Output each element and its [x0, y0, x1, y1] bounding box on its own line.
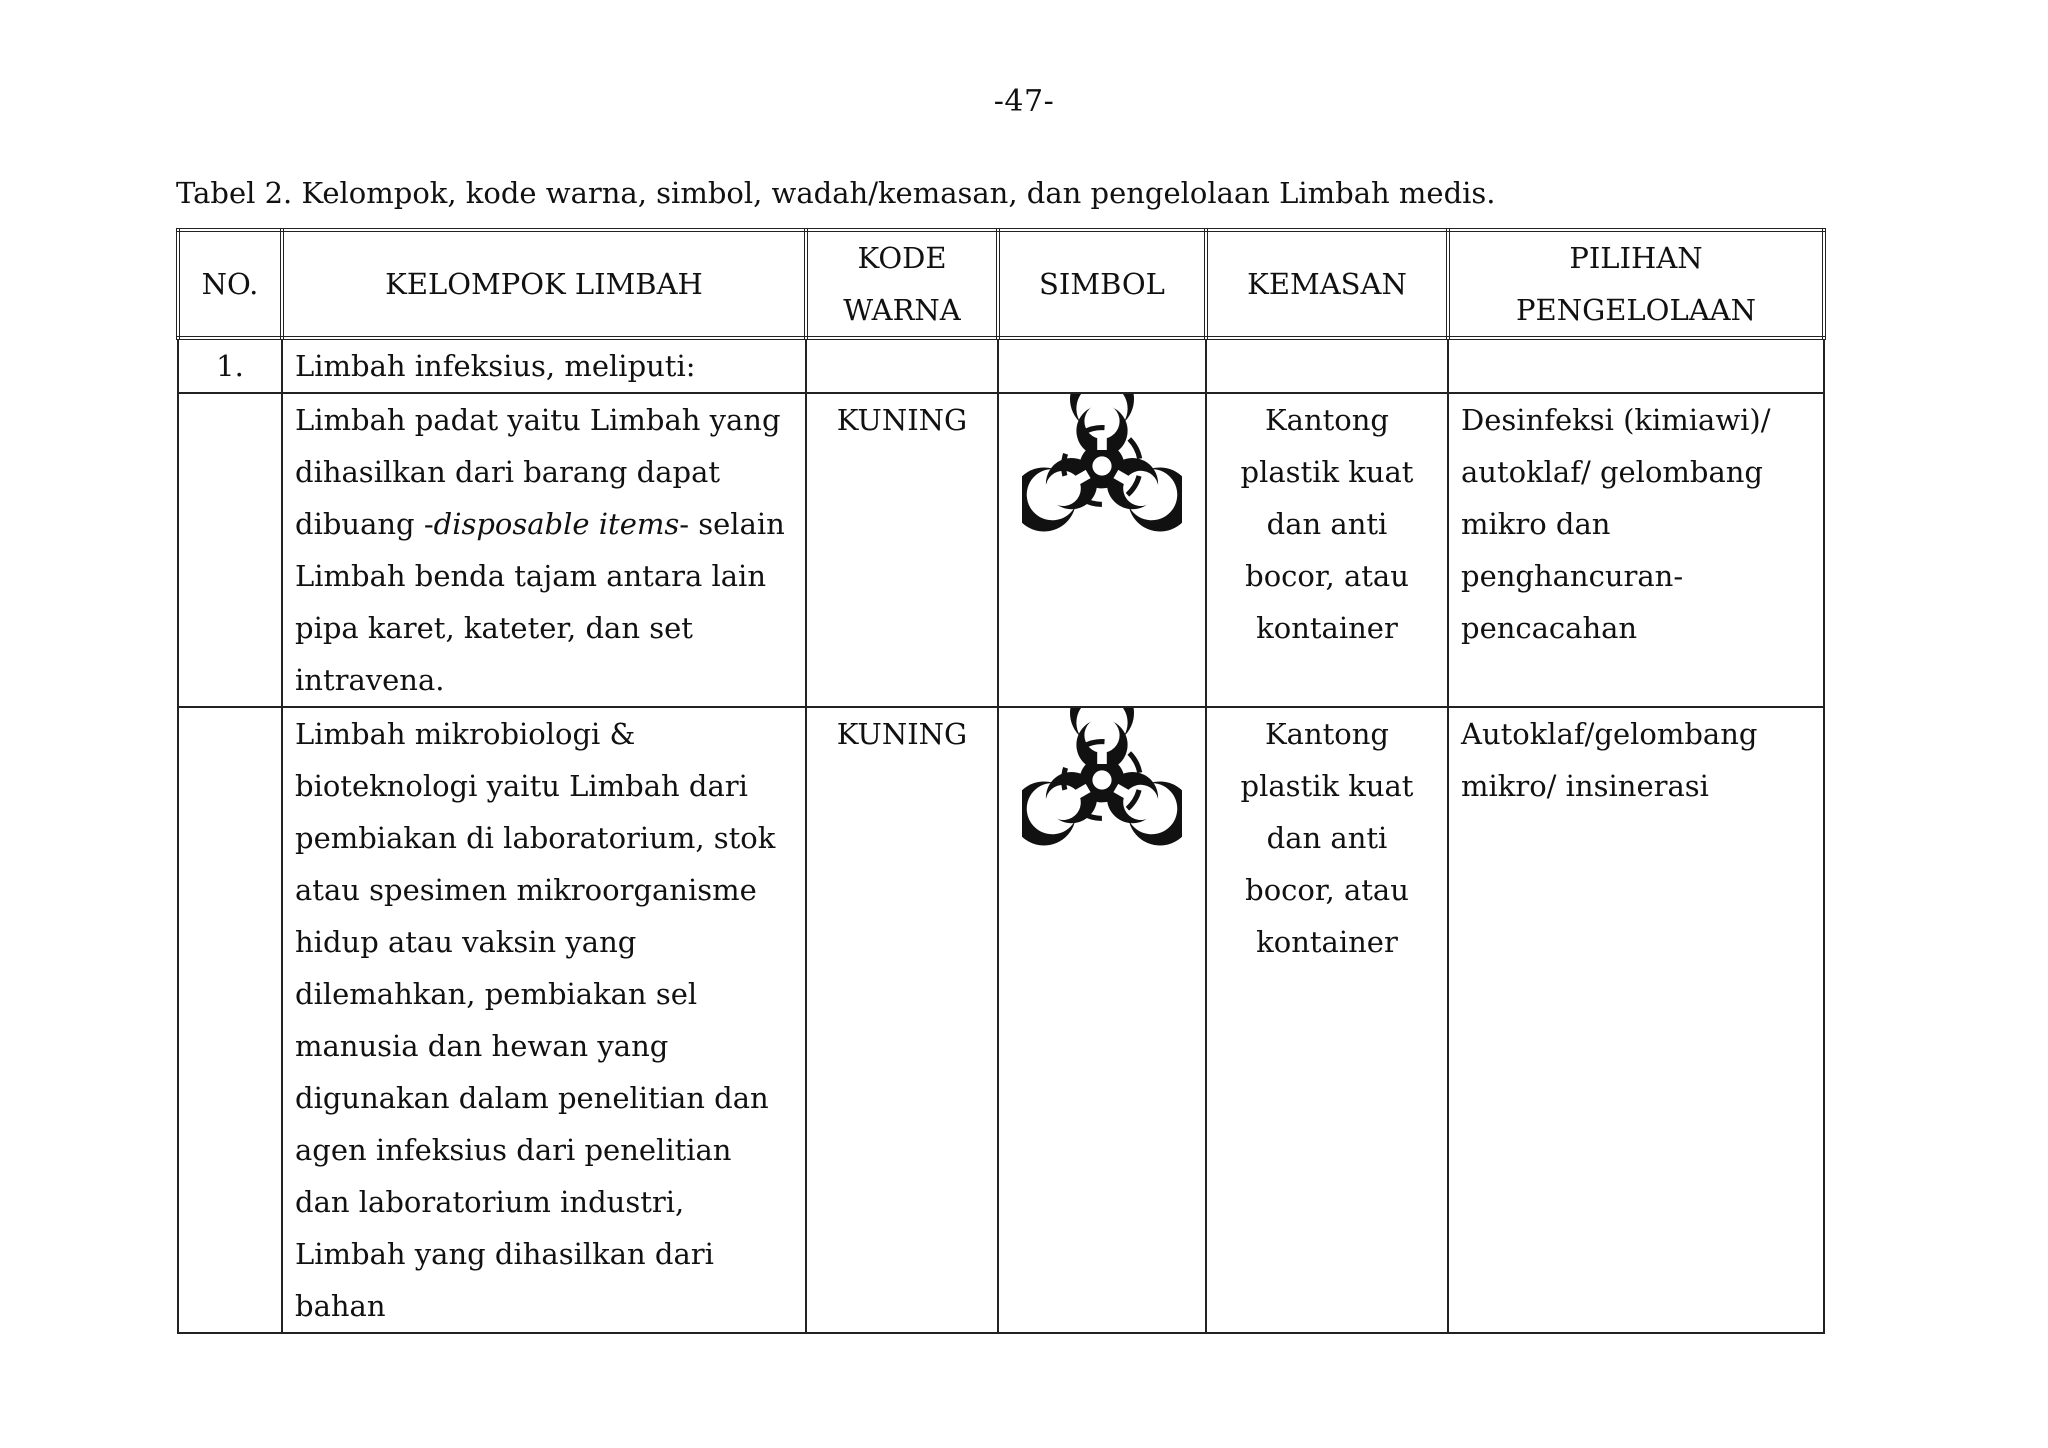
table-row: [178, 707, 1824, 1333]
packaging-cell: Kantong plastik kuat dan anti bocor, atau kontainer: [1206, 393, 1448, 707]
table-header-row: [178, 230, 1824, 338]
empty-cell: [998, 338, 1206, 393]
symbol-cell: [998, 707, 1206, 1333]
table-caption: Tabel 2. Kelompok, kode warna, simbol, wadah/kemasan, dan pengelolaan Limbah medis.: [176, 176, 1496, 210]
packaging-cell: Kantong plastik kuat dan anti bocor, atau kontainer: [1206, 707, 1448, 1333]
waste-group-text: - selain Limbah benda tajam antara lain pipa karet, kateter, dan set intravena.: [295, 507, 785, 697]
waste-group-text: Limbah padat yaitu Limbah yang dihasilkan dari barang dapat dibuang -: [295, 403, 781, 541]
header-symbol: SIMBOL: [998, 230, 1206, 338]
table-row: [178, 393, 1824, 707]
row-number-cell: [178, 393, 282, 707]
management-cell: Autoklaf/gelombang mikro/ insinerasi: [1448, 707, 1824, 1333]
waste-group-cell: Limbah mikrobiologi & bioteknologi yaitu Limbah dari pembiakan di laboratorium, stok atau spesimen mikroorganisme hidup atau vaksin yang dilemahkan, pembiakan sel manusia dan hewan yang digunakan dalam penelitian dan agen infeksius dari penelitian dan laboratorium industri, Limbah yang dihasilkan dari bahan: [282, 707, 806, 1333]
header-management: [1448, 230, 1824, 338]
header-management-line2: PENGELOLAAN: [1516, 293, 1756, 327]
section-title: Limbah infeksius, meliputi:: [282, 338, 806, 393]
header-management-line1: PILIHAN: [1569, 241, 1703, 275]
empty-cell: [1206, 338, 1448, 393]
waste-group-cell: [282, 393, 806, 707]
waste-group-italic-text: disposable items: [433, 507, 680, 541]
section-number: 1.: [178, 338, 282, 393]
symbol-cell: [998, 393, 1206, 707]
header-color-code-line1: KODE: [857, 241, 947, 275]
header-waste-group: KELOMPOK LIMBAH: [282, 230, 806, 338]
section-row: [178, 338, 1824, 393]
header-color-code: [806, 230, 998, 338]
color-code-cell: KUNING: [806, 393, 998, 707]
management-cell: Desinfeksi (kimiawi)/ autoklaf/ gelombang mikro dan penghancuran-pencacahan: [1448, 393, 1824, 707]
biohazard-icon: [1022, 394, 1182, 538]
empty-cell: [1448, 338, 1824, 393]
color-code-cell: KUNING: [806, 707, 998, 1333]
biohazard-icon: [1022, 708, 1182, 852]
header-no: NO.: [178, 230, 282, 338]
page-number: -47-: [993, 84, 1055, 119]
row-number-cell: [178, 707, 282, 1333]
medical-waste-table: [176, 228, 1826, 1334]
header-packaging: KEMASAN: [1206, 230, 1448, 338]
empty-cell: [806, 338, 998, 393]
header-color-code-line2: WARNA: [843, 293, 961, 327]
